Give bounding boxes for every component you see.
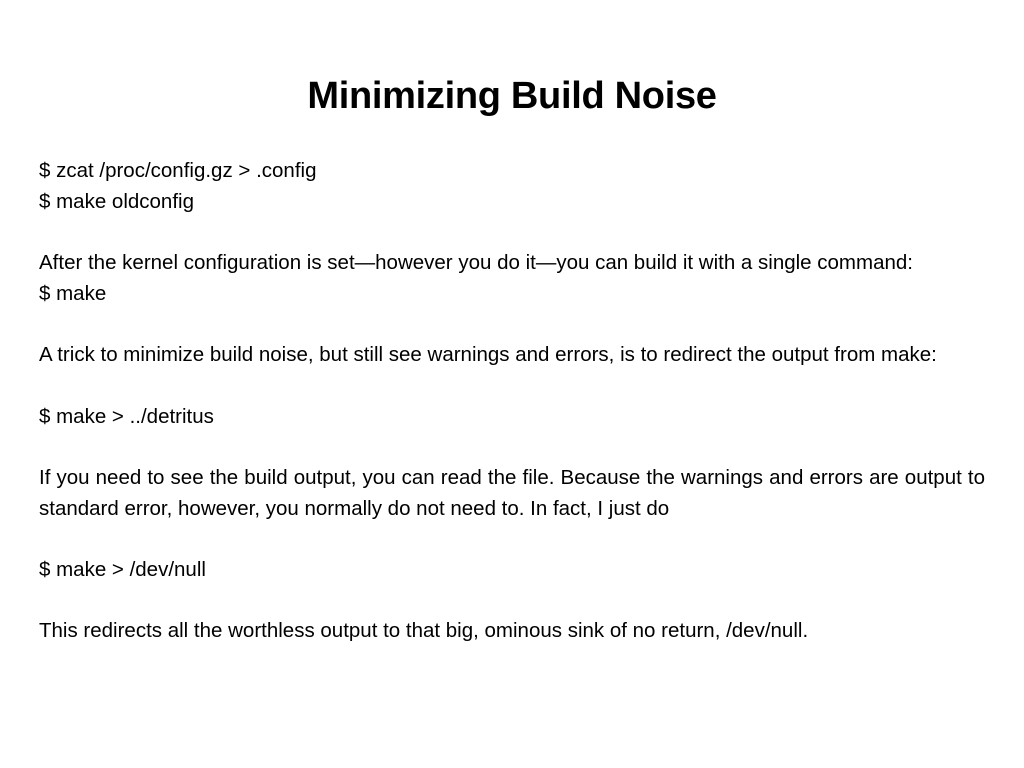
paragraph-minimize-noise-trick: A trick to minimize build noise, but still see warnings and errors, is to redirect the output from make: xyxy=(39,343,937,367)
spacer xyxy=(39,217,985,248)
spacer xyxy=(39,586,985,617)
spacer xyxy=(39,524,985,555)
command-zcat-config: $ zcat /proc/config.gz > .config xyxy=(39,159,317,182)
spacer xyxy=(39,371,985,402)
slide-title: Minimizing Build Noise xyxy=(307,75,717,117)
spacer xyxy=(39,310,985,341)
spacer xyxy=(39,432,985,463)
command-make-dev-null: $ make > /dev/null xyxy=(39,558,206,582)
command-make: $ make xyxy=(39,281,107,305)
slide-body xyxy=(39,156,985,647)
paragraph-redirects-output: This redirects all the worthless output to that big, ominous sink of no return, /dev/null. xyxy=(39,619,809,643)
paragraph-after-configuration: After the kernel configuration is set—however you do it—you can build it with a single command: xyxy=(39,251,913,275)
command-make-detritus: $ make > ../detritus xyxy=(39,404,214,428)
paragraph-build-output: If you need to see the build output, you can read the file. Because the warnings and errors are output to standard error, however, you normally do not need to. In fact, I just do xyxy=(39,465,985,520)
command-make-oldconfig: $ make oldconfig xyxy=(39,189,194,213)
